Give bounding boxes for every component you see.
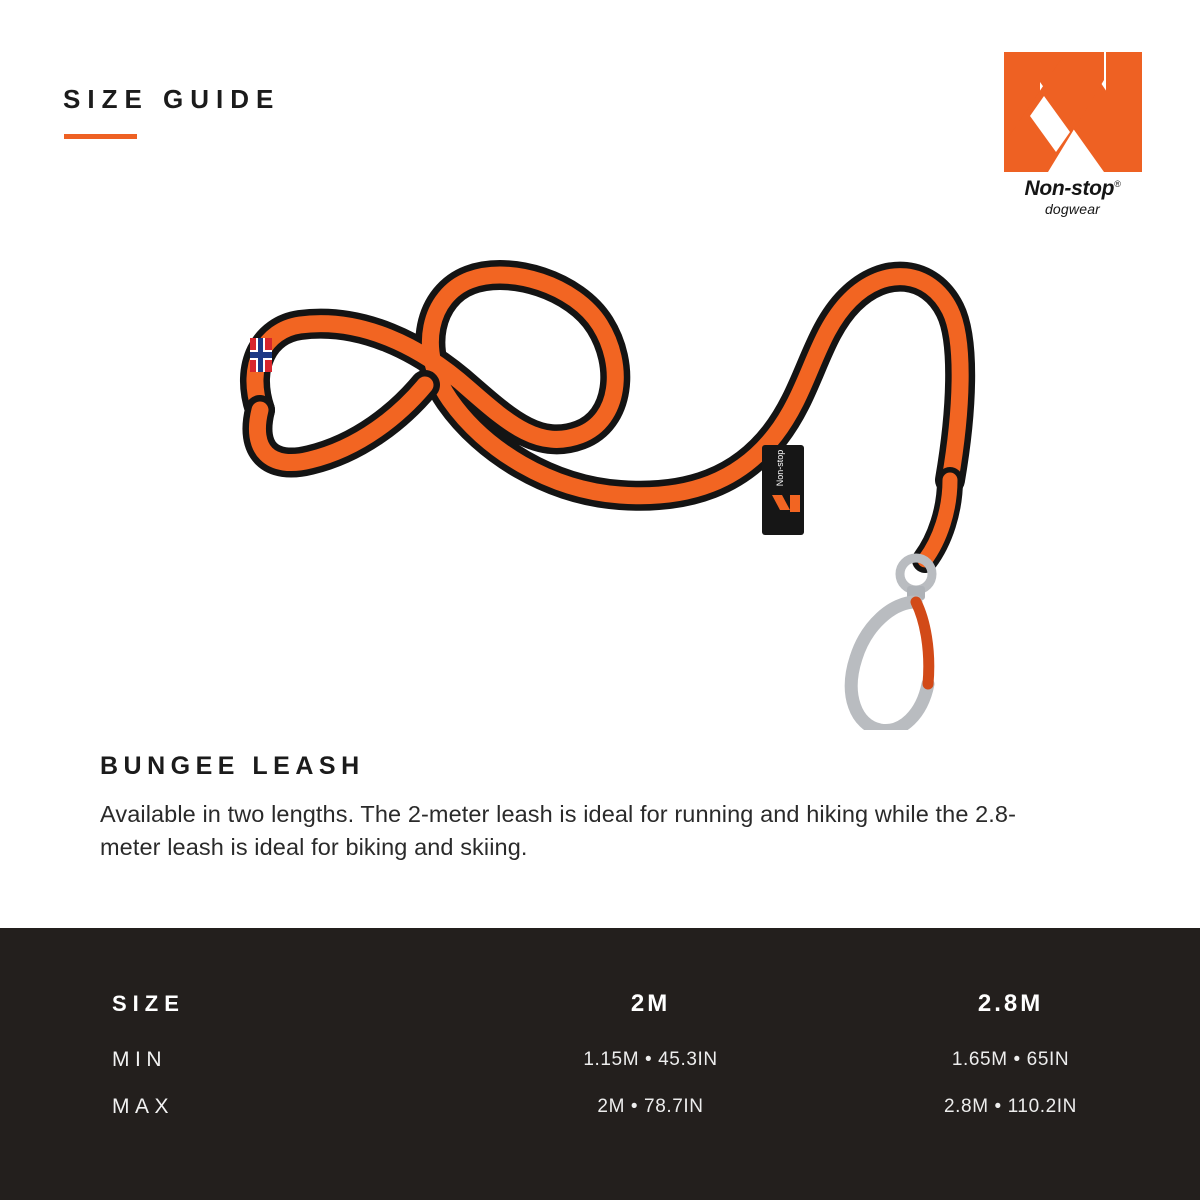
column-header-2m: 2M [630, 990, 671, 1017]
cell-min-2-8m: 1.65M • 65IN [951, 1049, 1070, 1070]
cell-max-2m: 2M • 78.7IN [597, 1096, 704, 1117]
table-header-row [0, 928, 1200, 1026]
brand-label-tag [762, 445, 804, 535]
registered-mark: ® [1114, 179, 1121, 189]
carabiner-hardware [851, 602, 928, 730]
column-header-size: SIZE [112, 991, 185, 1016]
table-row [0, 1073, 1200, 1120]
title-underline-rule [64, 134, 137, 139]
product-description: Available in two lengths. The 2-meter leash is ideal for running and hiking while the 2.8-meter leash is ideal for biking and skiing. [100, 801, 1017, 860]
size-table-head [0, 928, 1200, 1026]
table-row [0, 1026, 1200, 1073]
norway-flag-tag [250, 338, 272, 372]
size-table [0, 928, 1200, 1120]
cell-max-2-8m: 2.8M • 110.2IN [944, 1096, 1078, 1117]
size-table-band [0, 928, 1200, 1200]
page-title: SIZE GUIDE [63, 84, 281, 114]
row-label-max: MAX [112, 1095, 175, 1118]
product-title: BUNGEE LEASH [100, 752, 365, 780]
logo-subtitle: dogwear [1044, 201, 1101, 217]
svg-text:Non-stop: Non-stop [775, 449, 785, 487]
logo-wordmark-text: Non-stop [1024, 177, 1115, 200]
column-header-2-8m: 2.8M [977, 990, 1044, 1017]
size-table-body [0, 1026, 1200, 1120]
bungee-leash-illustration [150, 150, 1050, 730]
cell-min-2m: 1.15M • 45.3IN [583, 1049, 718, 1070]
product-image [150, 150, 1050, 730]
row-label-min: MIN [112, 1048, 167, 1071]
